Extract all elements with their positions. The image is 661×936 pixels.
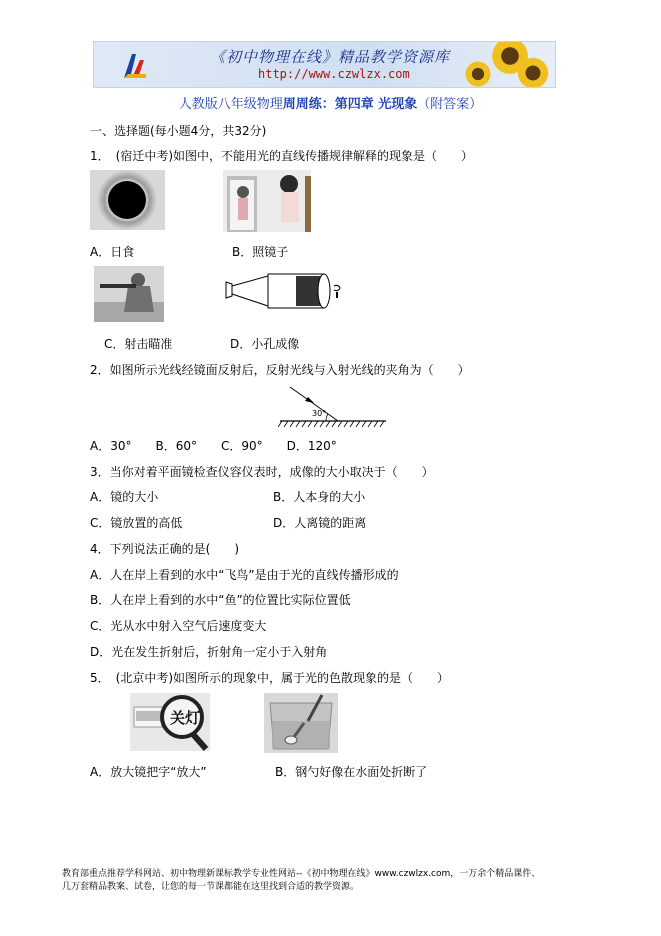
q3-option-c: C．镜放置的高低 xyxy=(90,516,183,530)
spoon-in-water-image xyxy=(264,693,338,753)
magnified-sign-text: 关灯 xyxy=(170,709,201,727)
title-part-1: 人教版八年级物理 xyxy=(178,97,283,112)
q3-option-a: A．镜的大小 xyxy=(90,490,159,504)
sunflower-icon xyxy=(516,56,550,88)
pinhole-camera-image xyxy=(222,268,344,312)
q3-stem: 3．当你对着平面镜检查仪容仪表时，成像的大小取决于（ ） xyxy=(90,465,434,479)
sunflower-icon xyxy=(464,60,492,88)
banner-title: 《初中物理在线》精品教学资源库 xyxy=(210,48,451,66)
footer-line-2: 几万套精品教案、试卷，让您的每一节课都能在这里找到合适的教学资源。 xyxy=(62,882,360,892)
site-logo-icon xyxy=(122,50,148,80)
q1-stem: 1． (宿迁中考)如图中，不能用光的直线传播规律解释的现象是（ ） xyxy=(90,149,474,163)
mirror-photo-image xyxy=(223,170,311,232)
q1-option-a: A．日食 xyxy=(90,245,135,259)
q4-option-d: D．光在发生折射后，折射角一定小于入射角 xyxy=(90,645,328,659)
q5-stem: 5． (北京中考)如图所示的现象中，属于光的色散现象的是（ ） xyxy=(90,671,450,685)
q4-option-a: A．人在岸上看到的水中“飞鸟”是由于光的直线传播形成的 xyxy=(90,568,399,582)
magnifier-image xyxy=(130,693,210,751)
q5-option-a: A．放大镜把字“放大” xyxy=(90,765,207,779)
q1-option-d: D．小孔成像 xyxy=(230,337,300,351)
title-part-3: （附答案） xyxy=(417,97,483,112)
q3-option-d: D．人离镜的距离 xyxy=(273,516,367,530)
reflection-diagram xyxy=(278,385,388,431)
header-banner xyxy=(93,41,556,88)
shooting-aim-image xyxy=(94,266,164,322)
q4-stem: 4．下列说法正确的是( ) xyxy=(90,542,239,556)
q4-option-c: C．光从水中射入空气后速度变大 xyxy=(90,619,267,633)
q3-option-b: B．人本身的大小 xyxy=(273,490,366,504)
page-title xyxy=(0,93,661,112)
q1-option-b: B．照镜子 xyxy=(232,245,289,259)
q4-option-b: B．人在岸上看到的水中“鱼”的位置比实际位置低 xyxy=(90,593,351,607)
q2-options: A．30° B．60° C．90° D．120° xyxy=(90,439,337,453)
footer-line-1: 教育部重点推荐学科网站、初中物理新课标教学专业性网站--《初中物理在线》www.czwlzx.com，一万余个精品课件、 xyxy=(62,869,541,879)
title-part-2: 周周练：第四章 光现象 xyxy=(282,97,418,112)
q5-option-b: B．钢勺好像在水面处折断了 xyxy=(275,765,428,779)
solar-eclipse-image xyxy=(90,170,165,230)
q2-stem: 2．如图所示光线经镜面反射后，反射光线与入射光线的夹角为（ ） xyxy=(90,363,470,377)
q1-option-c: C．射击瞄准 xyxy=(104,337,173,351)
section-heading: 一、选择题(每小题4分，共32分) xyxy=(90,124,267,138)
angle-label: 30° xyxy=(312,409,327,418)
banner-url: http://www.czwlzx.com xyxy=(258,67,410,81)
